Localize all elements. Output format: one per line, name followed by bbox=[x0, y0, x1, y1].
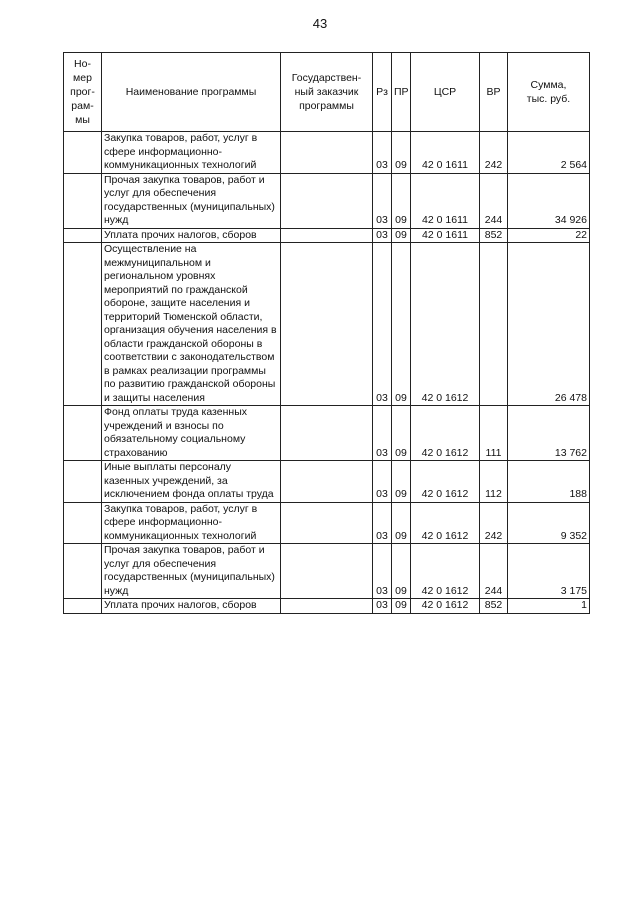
header-pr: ПР bbox=[392, 53, 411, 132]
pr-cell: 09 bbox=[392, 132, 411, 174]
program-no-cell bbox=[64, 243, 102, 406]
table-row bbox=[64, 502, 590, 544]
vr-cell: 111 bbox=[480, 406, 508, 461]
program-no-cell bbox=[64, 461, 102, 503]
pr-cell: 09 bbox=[392, 173, 411, 228]
customer-cell bbox=[281, 599, 373, 614]
vr-cell: 244 bbox=[480, 173, 508, 228]
program-no-cell bbox=[64, 502, 102, 544]
rz-cell: 03 bbox=[373, 544, 392, 599]
header-rz: Рз bbox=[373, 53, 392, 132]
amount-cell: 1 bbox=[508, 599, 590, 614]
pr-cell: 09 bbox=[392, 502, 411, 544]
pr-cell: 09 bbox=[392, 461, 411, 503]
rz-cell: 03 bbox=[373, 173, 392, 228]
program-no-cell bbox=[64, 228, 102, 243]
budget-table bbox=[63, 52, 590, 614]
rz-cell: 03 bbox=[373, 599, 392, 614]
rz-cell: 03 bbox=[373, 502, 392, 544]
amount-cell: 9 352 bbox=[508, 502, 590, 544]
header-row bbox=[64, 53, 590, 132]
program-no-cell bbox=[64, 132, 102, 174]
rz-cell: 03 bbox=[373, 228, 392, 243]
customer-cell bbox=[281, 406, 373, 461]
program-name-cell: Прочая закупка товаров, работ и услуг для обеспечения государственных (муниципальных) нужд bbox=[102, 544, 281, 599]
header-program-name: Наименование программы bbox=[102, 53, 281, 132]
program-name-cell: Закупка товаров, работ, услуг в сфере информационно-коммуникационных технологий bbox=[102, 132, 281, 174]
amount-cell: 2 564 bbox=[508, 132, 590, 174]
csr-cell: 42 0 1612 bbox=[411, 406, 480, 461]
table-row bbox=[64, 173, 590, 228]
customer-cell bbox=[281, 132, 373, 174]
csr-cell: 42 0 1612 bbox=[411, 502, 480, 544]
customer-cell bbox=[281, 461, 373, 503]
csr-cell: 42 0 1612 bbox=[411, 243, 480, 406]
amount-cell: 188 bbox=[508, 461, 590, 503]
customer-cell bbox=[281, 544, 373, 599]
csr-cell: 42 0 1612 bbox=[411, 599, 480, 614]
table-row bbox=[64, 228, 590, 243]
page-number: 43 bbox=[312, 16, 328, 31]
header-csr: ЦСР bbox=[411, 53, 480, 132]
table-row bbox=[64, 406, 590, 461]
pr-cell: 09 bbox=[392, 243, 411, 406]
rz-cell: 03 bbox=[373, 132, 392, 174]
program-name-cell: Прочая закупка товаров, работ и услуг для обеспечения государственных (муниципальных) нужд bbox=[102, 173, 281, 228]
customer-cell bbox=[281, 228, 373, 243]
amount-cell: 3 175 bbox=[508, 544, 590, 599]
vr-cell: 112 bbox=[480, 461, 508, 503]
program-name-cell: Уплата прочих налогов, сборов bbox=[102, 599, 281, 614]
header-amount: Сумма, тыс. руб. bbox=[508, 53, 590, 132]
csr-cell: 42 0 1612 bbox=[411, 544, 480, 599]
amount-cell: 13 762 bbox=[508, 406, 590, 461]
vr-cell bbox=[480, 243, 508, 406]
program-name-cell: Иные выплаты персоналу казенных учреждений, за исключением фонда оплаты труда bbox=[102, 461, 281, 503]
rz-cell: 03 bbox=[373, 406, 392, 461]
pr-cell: 09 bbox=[392, 228, 411, 243]
pr-cell: 09 bbox=[392, 599, 411, 614]
vr-cell: 852 bbox=[480, 228, 508, 243]
vr-cell: 242 bbox=[480, 132, 508, 174]
customer-cell bbox=[281, 173, 373, 228]
amount-cell: 26 478 bbox=[508, 243, 590, 406]
amount-cell: 22 bbox=[508, 228, 590, 243]
csr-cell: 42 0 1611 bbox=[411, 132, 480, 174]
csr-cell: 42 0 1612 bbox=[411, 461, 480, 503]
amount-cell: 34 926 bbox=[508, 173, 590, 228]
program-name-cell: Закупка товаров, работ, услуг в сфере информационно-коммуникационных технологий bbox=[102, 502, 281, 544]
rz-cell: 03 bbox=[373, 243, 392, 406]
table-row bbox=[64, 243, 590, 406]
vr-cell: 244 bbox=[480, 544, 508, 599]
header-vr: ВР bbox=[480, 53, 508, 132]
vr-cell: 852 bbox=[480, 599, 508, 614]
rz-cell: 03 bbox=[373, 461, 392, 503]
customer-cell bbox=[281, 243, 373, 406]
header-program-no: Но- мер прог- рам- мы bbox=[64, 53, 102, 132]
program-name-cell: Уплата прочих налогов, сборов bbox=[102, 228, 281, 243]
table-row bbox=[64, 132, 590, 174]
program-no-cell bbox=[64, 173, 102, 228]
program-no-cell bbox=[64, 599, 102, 614]
customer-cell bbox=[281, 502, 373, 544]
program-name-cell: Фонд оплаты труда казенных учреждений и взносы по обязательному социальному страхованию bbox=[102, 406, 281, 461]
table-row bbox=[64, 544, 590, 599]
pr-cell: 09 bbox=[392, 544, 411, 599]
table-row bbox=[64, 599, 590, 614]
table-row bbox=[64, 461, 590, 503]
program-name-cell: Осуществление на межмуниципальном и региональном уровнях мероприятий по гражданской обороне, защите населения и территорий Тюменской области, организация обучения населения в области гражданской обороны в соответствии с законодательством в рамках реализации программы по развитию гражданской обороны и защиты населения bbox=[102, 243, 281, 406]
program-no-cell bbox=[64, 544, 102, 599]
csr-cell: 42 0 1611 bbox=[411, 173, 480, 228]
pr-cell: 09 bbox=[392, 406, 411, 461]
program-no-cell bbox=[64, 406, 102, 461]
csr-cell: 42 0 1611 bbox=[411, 228, 480, 243]
vr-cell: 242 bbox=[480, 502, 508, 544]
header-customer: Государствен- ный заказчик программы bbox=[281, 53, 373, 132]
